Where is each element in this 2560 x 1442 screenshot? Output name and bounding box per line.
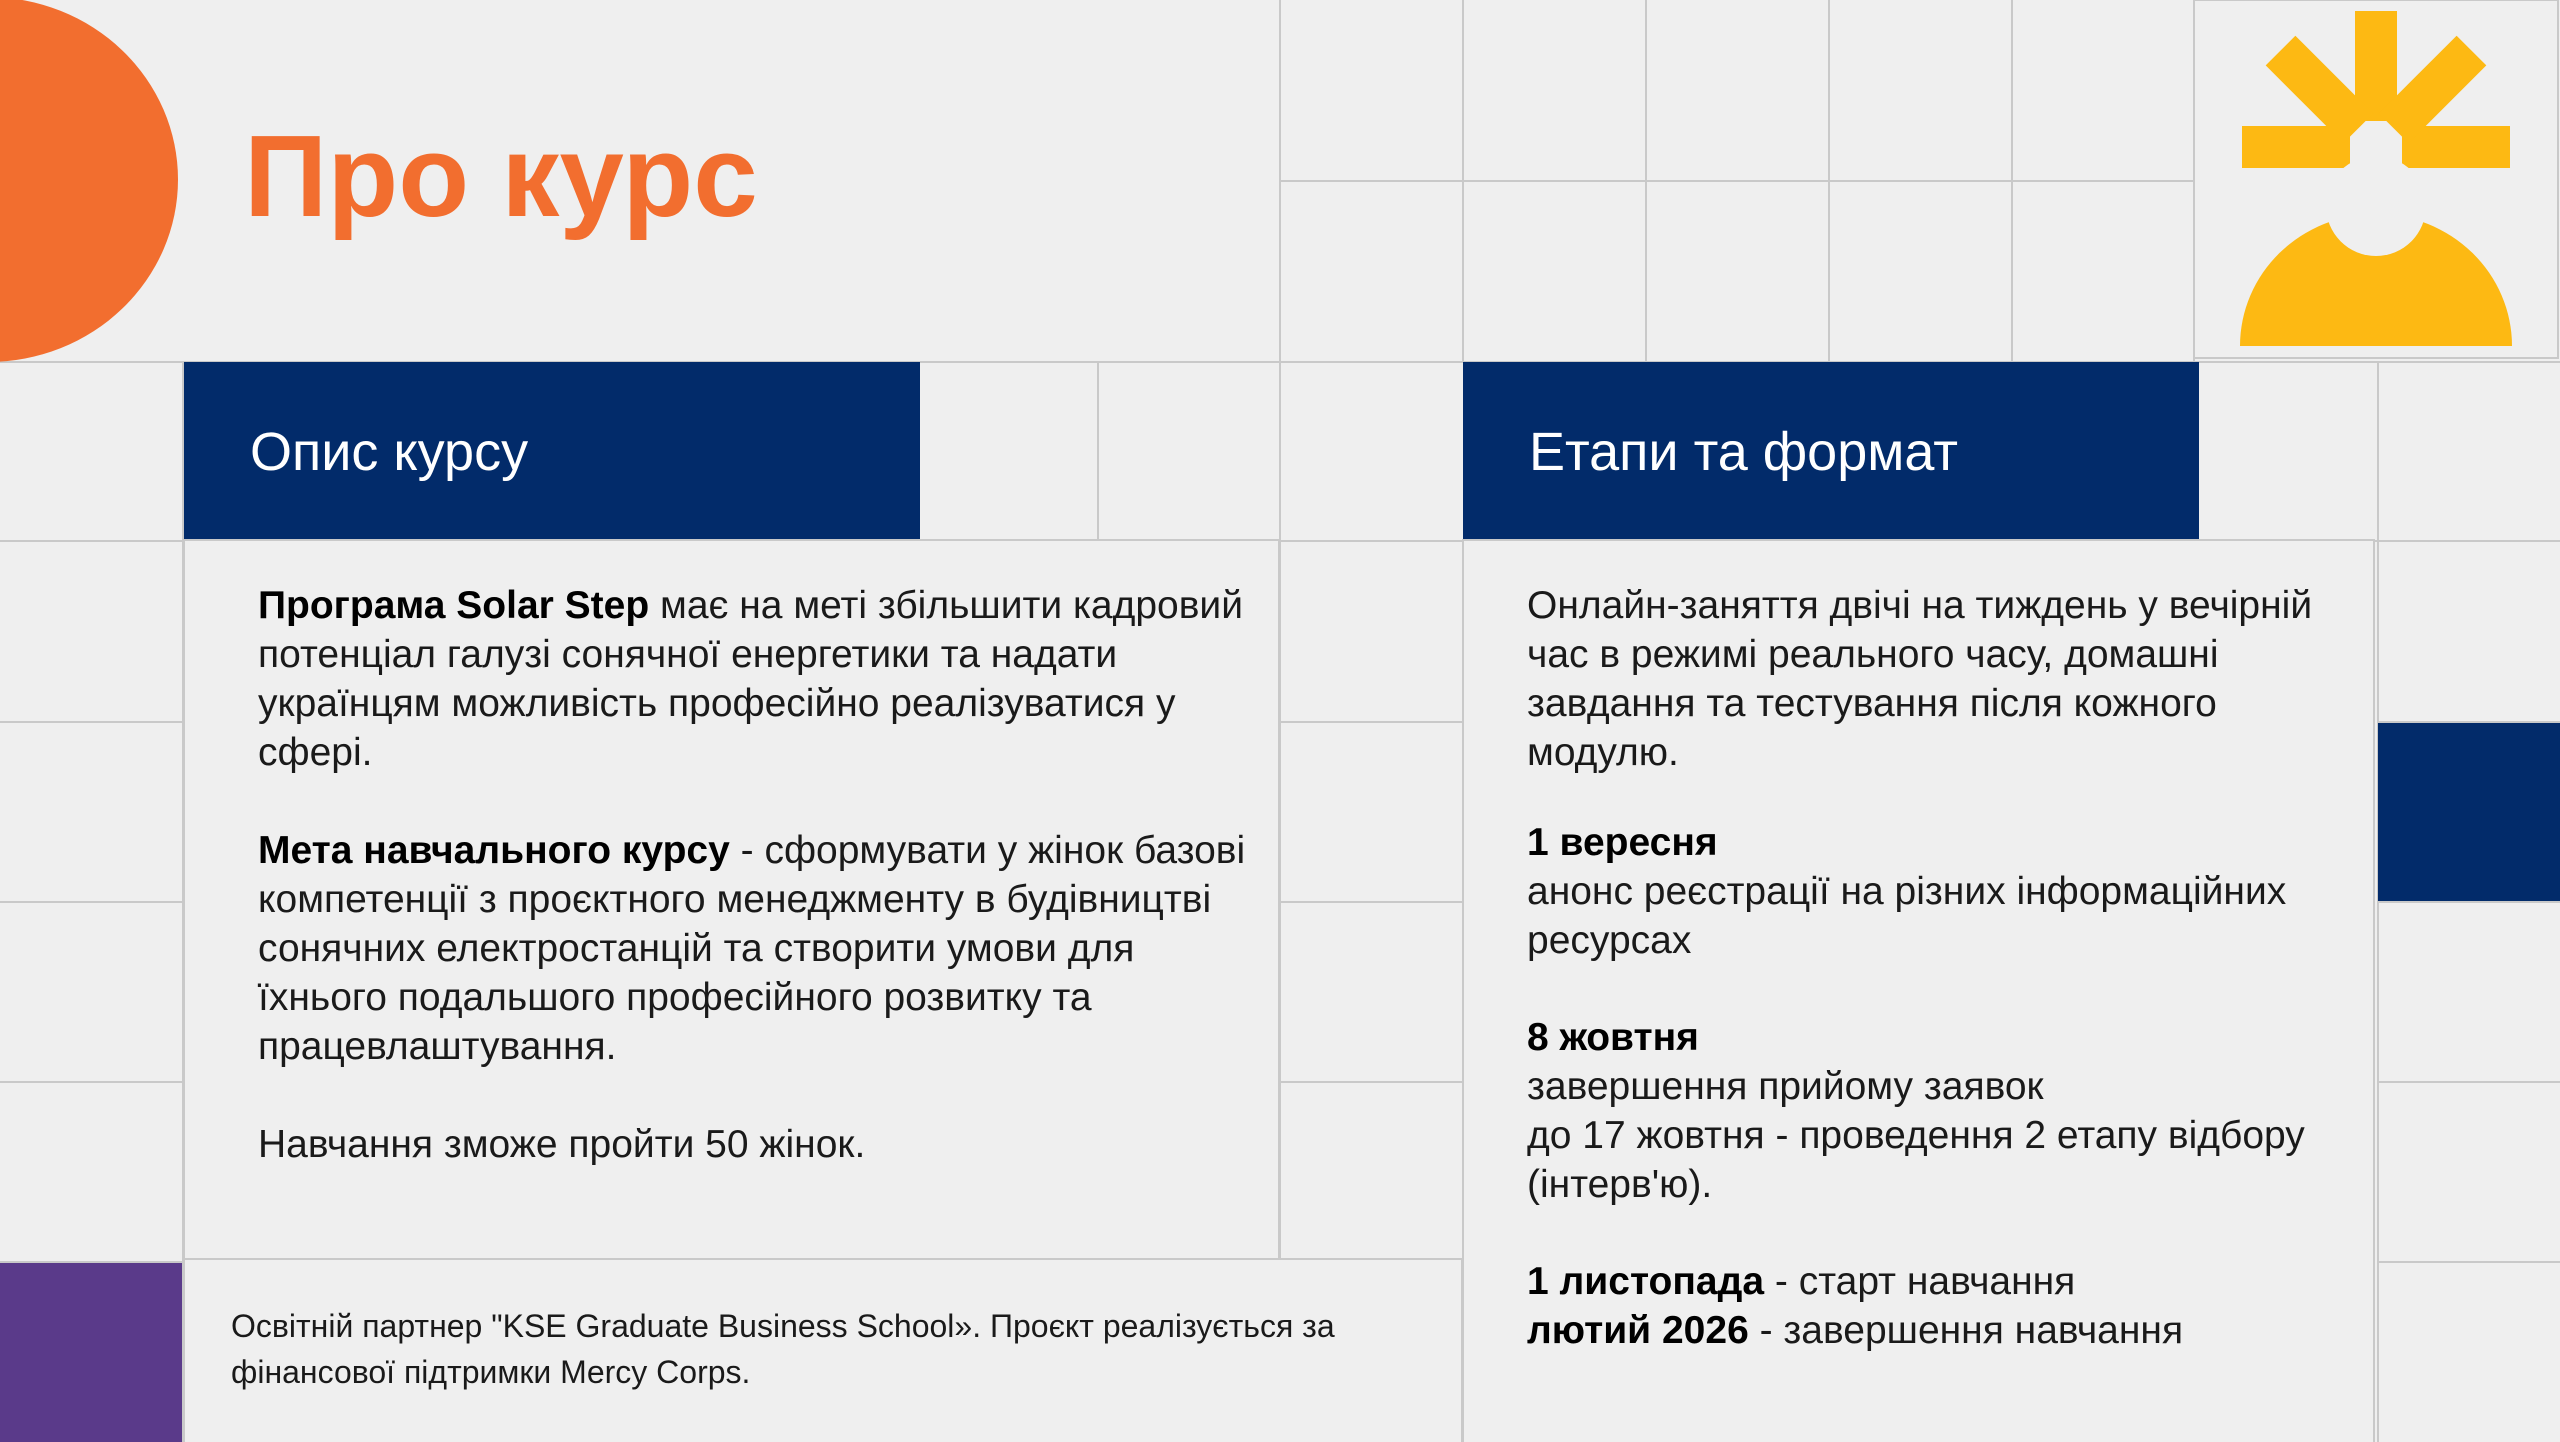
stage-text: до 17 жовтня - проведення 2 етапу відбору (інтерв'ю). [1527,1114,2305,1206]
stage-date: 1 вересня [1527,821,1718,864]
sun-icon [2238,6,2514,352]
purple-square-decoration [0,1263,182,1442]
stages-heading: Етапи та формат [1529,421,1958,482]
description-text [258,581,1258,1169]
stage-line: 1 листопада - старт навчання [1527,1260,2076,1303]
description-paragraph-1 [258,581,1258,777]
description-paragraph-2 [258,826,1258,1071]
description-paragraph-3: Навчання зможе пройти 50 жінок. [258,1123,866,1166]
stage-text: анонс реєстрації на різних інформаційних ресурсах [1527,870,2287,962]
page-title: Про курс [244,111,758,241]
navy-square-decoration [2378,723,2560,901]
stage-date: 8 жовтня [1527,1016,1699,1059]
format-intro: Онлайн-заняття двічі на тиждень у вечірній час в режимі реального часу, домашні завдання та тестування після кожного модулю. [1527,584,2313,774]
program-summary: має на меті збільшити кадровий потенціал галузі сонячної енергетики та надати українцям можливість професійно реалізуватися у сфері. [258,584,1244,774]
goal-text: - сформувати у жінок базові компетенції з проєктного менеджменту в будівництві сонячних електростанцій та створити умови для їхнього подальшого професійного розвитку та працевлаштування. [258,829,1246,1068]
stages-header [1463,362,2199,541]
stages-card [1462,539,2375,1442]
description-header [184,362,920,541]
goal-label: Мета навчального курсу [258,829,730,872]
partner-note: Освітній партнер "KSE Graduate Business School». Проєкт реалізується за фінансової підтримки Mercy Corps. [231,1308,1335,1390]
program-name: Програма Solar Step [258,584,650,627]
stage-line: лютий 2026 - завершення навчання [1527,1309,2184,1352]
footer-card [183,1258,1463,1442]
stage-text: завершення прийому заявок [1527,1065,2044,1108]
description-heading: Опис курсу [250,421,529,482]
stages-text [1527,581,2357,1355]
description-card [183,539,1280,1260]
